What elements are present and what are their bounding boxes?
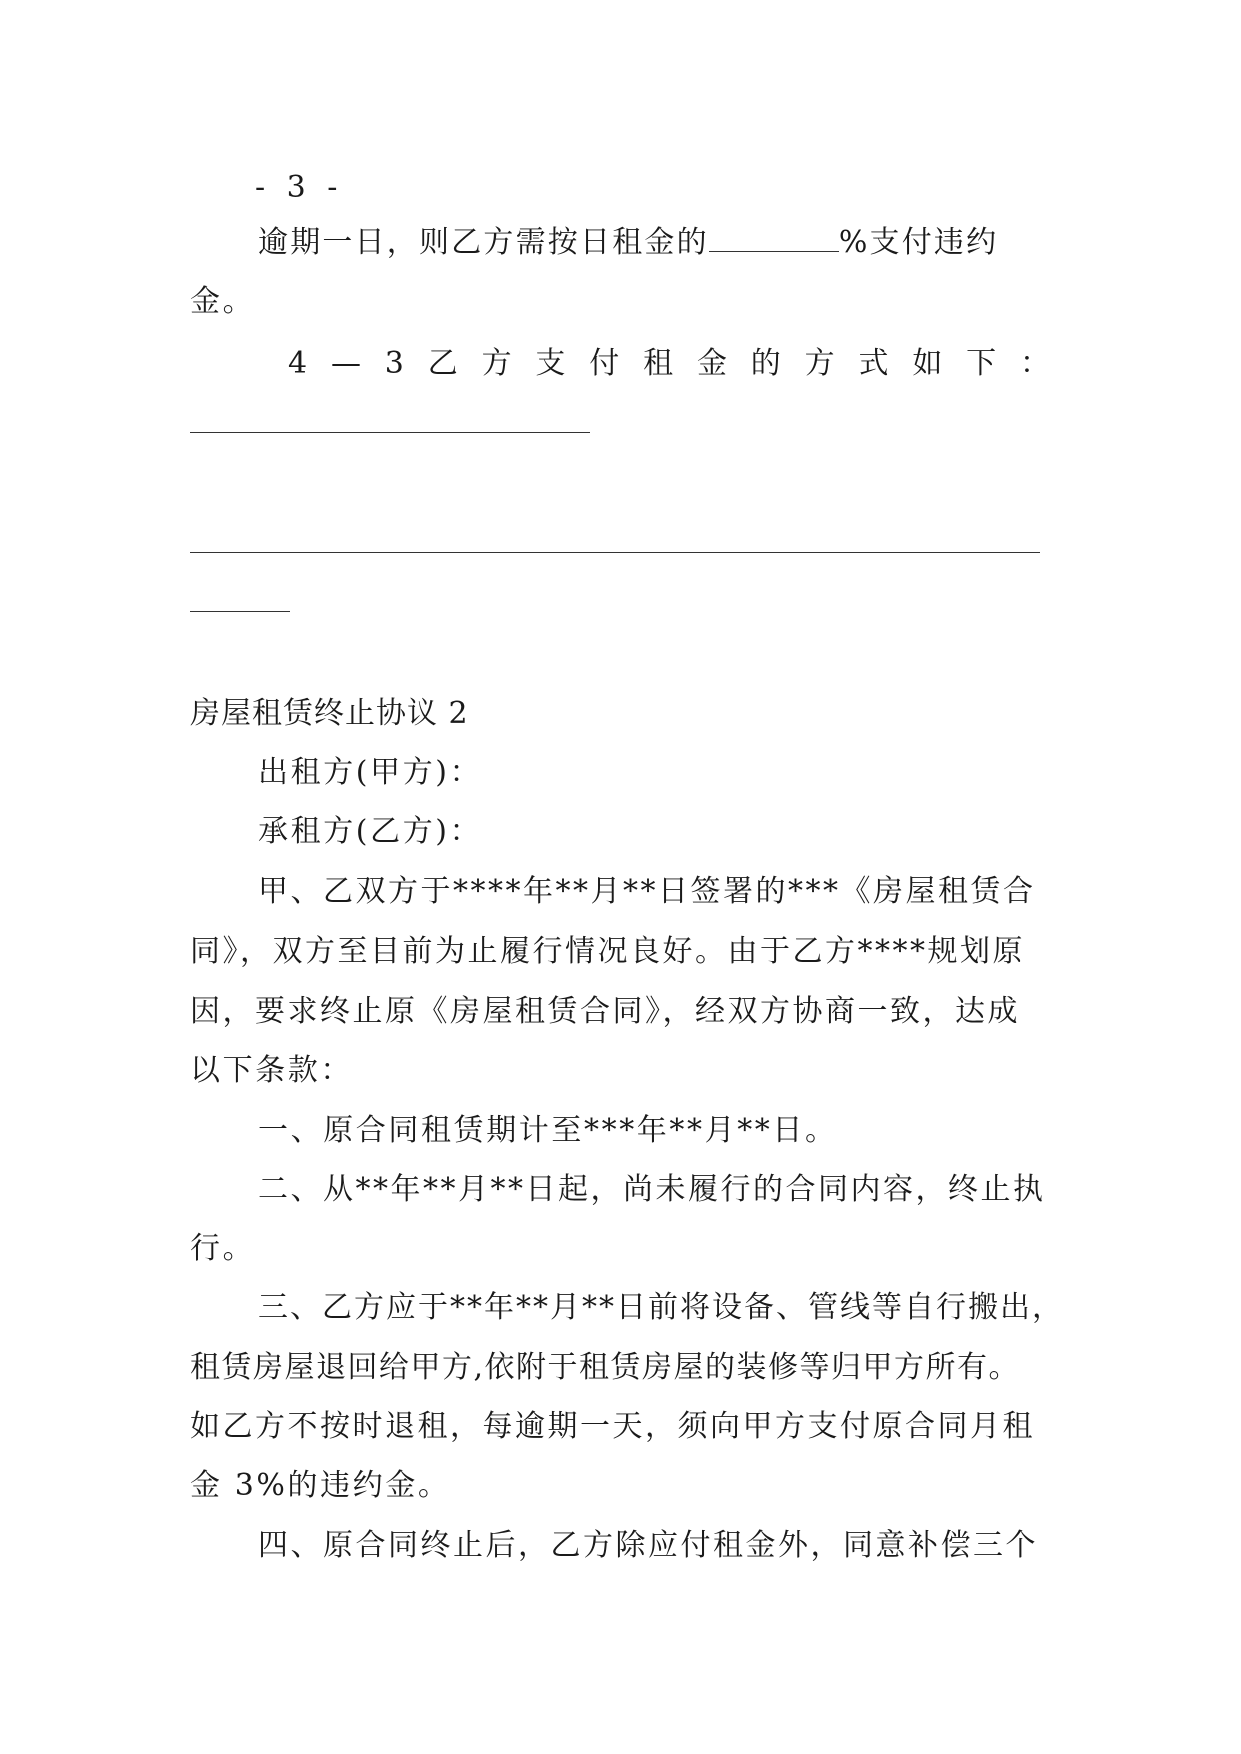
clause-4-3-char: 方: [481, 346, 512, 381]
item-2-line-1: 二、从**年**月**日起，尚未履行的合同内容，终止执: [258, 1172, 1046, 1207]
clause-4-3-char: 如: [912, 346, 943, 381]
page-number: - 3 -: [255, 170, 344, 205]
clause-4-2-line-2: 金。: [190, 284, 256, 319]
clause-4-3-char: 3: [384, 346, 404, 381]
clause-4-2-text-before: 逾期一日，则乙方需按日租金的: [258, 225, 709, 260]
fill-in-rule-2: [190, 552, 1040, 553]
agreement-title: 房屋租赁终止协议 2: [190, 696, 469, 731]
clause-4-3-heading: [288, 344, 1050, 384]
item-3-line-1: 三、乙方应于**年**月**日前将设备、管线等自行搬出，: [258, 1290, 1064, 1325]
clause-4-3-char: 租: [643, 346, 674, 381]
item-3-line-4: 金 3%的违约金。: [190, 1468, 451, 1503]
clause-4-3-char: 支: [535, 346, 566, 381]
clause-4-3-char: 的: [750, 346, 781, 381]
fill-in-rule-1: [190, 432, 590, 433]
clause-4-2-line-1: [258, 223, 998, 263]
intro-line-1: 甲、乙双方于****年**月**日签署的***《房屋租赁合: [258, 874, 1036, 909]
item-3-line-3: 如乙方不按时退租，每逾期一天，须向甲方支付原合同月租: [190, 1409, 1035, 1444]
percentage-blank: [709, 227, 839, 252]
clause-4-2-text-after: %支付违约: [838, 225, 999, 260]
clause-4-3-char: —: [330, 346, 361, 381]
clause-4-3-char: 式: [858, 346, 889, 381]
lessee-line: 承租方(乙方)：: [258, 814, 483, 849]
item-3-line-2: 租赁房屋退回给甲方,依附于租赁房屋的装修等归甲方所有。: [190, 1350, 1021, 1385]
fill-in-rule-3: [190, 611, 290, 612]
clause-4-3-char: 下: [966, 346, 997, 381]
item-2-line-2: 行。: [190, 1231, 256, 1266]
clause-4-3-char: 4: [288, 346, 308, 381]
intro-line-4: 以下条款：: [190, 1053, 353, 1088]
lessor-line: 出租方(甲方)：: [258, 755, 483, 790]
intro-line-3: 因，要求终止原《房屋租赁合同》，经双方协商一致，达成: [190, 994, 1020, 1029]
clause-4-3-char: 付: [589, 346, 620, 381]
clause-4-3-char: 方: [804, 346, 835, 381]
intro-line-2: 同》，双方至目前为止履行情况良好。由于乙方****规划原: [190, 934, 1025, 969]
clause-4-3-char: ：: [1020, 346, 1050, 381]
clause-4-3-char: 金: [696, 346, 727, 381]
clause-4-3-char: 乙: [427, 346, 458, 381]
item-4-line-1: 四、原合同终止后，乙方除应付租金外，同意补偿三个: [258, 1528, 1038, 1563]
item-1: 一、原合同租赁期计至***年**月**日。: [258, 1113, 838, 1148]
